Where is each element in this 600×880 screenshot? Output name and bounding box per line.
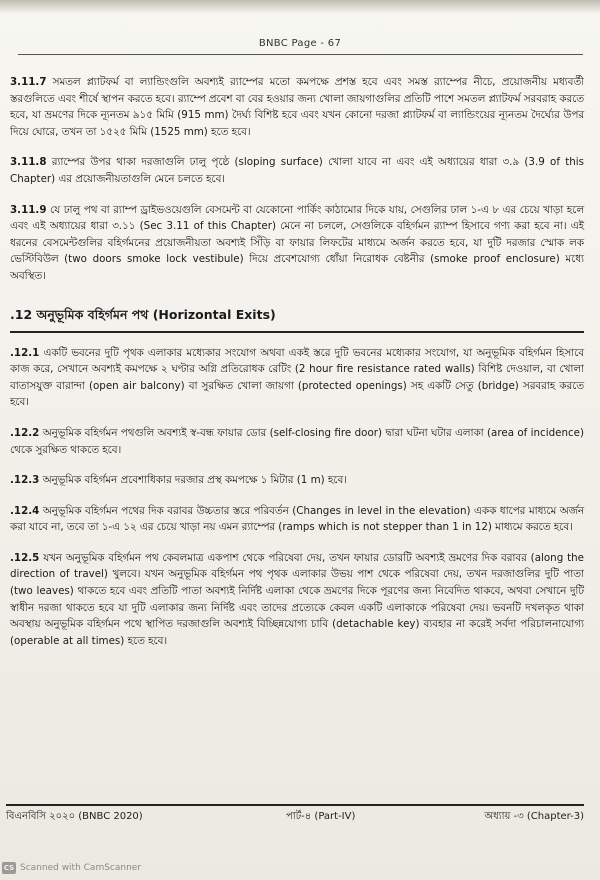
scanner-watermark <box>2 860 141 876</box>
clause-text: অনুভূমিক বহির্গমন পথের দিক বরাবর উচ্চতার স্তরে পরিবর্তন (Changes in level in the elevation) একক ধাপের মাধ্যমে অর্জন করা যাবে না, তবে তা ১-এ ১২ এর চেয়ে খাড়া নয় এমন র‍্যাম্পের (ramps which is not stepper than 1 in 12) মাধ্যমে করতে হবে। <box>10 504 584 534</box>
paragraph-12-3 <box>10 472 584 489</box>
camscanner-logo-icon: CS <box>3 864 15 872</box>
section-title-horizontal-exits: .12 অনুভূমিক বহির্গমন পথ (Horizontal Exits) <box>10 306 276 322</box>
clause-text: অনুভূমিক বহির্গমন পথগুলি অবশ্যই স্ব-বন্ধ ফায়ার ডোর (self-closing fire door) দ্বারা ঘটনা ঘটার এলাকা (area of incidence) থেকে সুরক্ষিত থাকতে হবে। <box>10 426 584 456</box>
clause-number: .12.5 <box>10 551 40 564</box>
page-footer <box>6 809 584 825</box>
paragraph-3-11-7 <box>10 74 584 140</box>
clause-number: .12.3 <box>10 474 40 487</box>
watermark-text: Scanned with CamScanner <box>20 863 142 873</box>
footer-code-label: বিএনবিসি ২০২০ (BNBC 2020) <box>6 811 143 822</box>
paragraph-12-1 <box>10 345 584 411</box>
clause-number: .12.2 <box>10 426 40 439</box>
footer-rule <box>6 804 584 806</box>
page-content <box>10 74 584 663</box>
clause-text: যখন অনুভূমিক বহির্গমন পথ কেবলমাত্র একপাশ থেকে পরিষেবা দেয়, তখন ফায়ার ডোরটি অবশ্যই ভ্রমণের দিক বরাবর (along the direction of travel) খুলবে। যখন অনুভূমিক বহির্গমন পথ পৃথক এলাকার উভয় পাশ থেকে পরিষেবা দেয়, তখন দরজাগুলির দুটি পাতা (two leaves) থাকতে হবে এবং প্রতিটি পাতা অবশ্যই নির্দিষ্ট এলাকা থেকে ভ্রমণের দিকে পূরণের জন্য নিবেদিত থাকবে, অথবা সেখানে দুটি স্বাধীন দরজা থাকতে হবে যা দুটি এলাকার জন্য নির্দিষ্ট এবং তাদের প্রত্যেকে কেবল একটি এলাকাকে পরিষেবা দেয়। ভবনটি দখলকৃত থাকা অবস্থায় অনুভূমিক বহির্গমন পথে স্থাপিত দরজাগুলি অবশ্যই বিচ্ছিন্নযোগ্য চাবি (detachable key) ব্যবহার না করেই সর্বদা পরিচালনাযোগ্য (operable at all times) হতে হবে। <box>10 551 584 647</box>
clause-text: অনুভূমিক বহির্গমন প্রবেশাধিকার দরজার প্রস্থ কমপক্ষে ১ মিটার (1 m) হবে। <box>42 474 347 487</box>
header-rule <box>18 54 583 55</box>
clause-number: 3.11.9 <box>10 203 47 216</box>
paragraph-3-11-9 <box>10 202 584 285</box>
scan-edge-shadow <box>0 0 600 14</box>
footer-chapter-label: অধ্যায় -৩ (Chapter-3) <box>484 811 584 822</box>
paragraph-3-11-8 <box>10 154 584 187</box>
clause-number: .12.4 <box>10 504 40 517</box>
paragraph-12-5 <box>10 550 584 650</box>
paragraph-12-2 <box>10 425 584 458</box>
paragraph-12-4 <box>10 503 584 536</box>
clause-number: 3.11.7 <box>10 76 47 88</box>
clause-number: 3.11.8 <box>10 156 47 169</box>
page-header: BNBC Page - 67 <box>258 38 342 49</box>
clause-text: র‍্যাম্পের উপর থাকা দরজাগুলি ঢালু পৃষ্ঠে (sloping surface) খোলা যাবে না এবং এই অধ্যায়ের ধারা ৩.৯ (3.9 of this Chapter) এর প্রয়োজনীয়তাগুলি মেনে চলতে হবে। <box>10 156 584 185</box>
clause-text: যে ঢালু পথ বা র‍্যাম্প ড্রাইভওয়েগুলি বেসমেন্ট বা যেকোনো পার্কিং কাঠামোর দিকে যায়, সেগুলির ঢাল ১-এ ৮ এর চেয়ে খাড়া হলে এবং এই অধ্যায়ের ধারা ৩.১১ (Sec 3.11 of this Chapter) মেনে না চললে, সেগুলিকে বহির্গমন র‍্যাম্প হিসাবে গণ্য করা হবে না। এই ধরনের বেসমেন্টগুলির বহির্গমনের প্রয়োজনীয়তা অবশ্যই সিঁড়ি বা ফায়ার লিফটের মাধ্যমে অর্জন করতে হবে, যা দুটি দরজার স্মোক লক ভেস্টিবিউল (two doors smoke lock vestibule) দিয়ে প্রবেশযোগ্য ধোঁয়া নিরোধক বেষ্টনীর (smoke proof enclosure) মধ্যে অবস্থিত। <box>10 203 584 282</box>
section-rule <box>10 331 584 333</box>
clause-text: একটি ভবনের দুটি পৃথক এলাকার মধ্যেকার সংযোগ অথবা একই স্তরে দুটি ভবনের মধ্যেকার সংযোগ, যা অনুভূমিক বহির্গমন হিসাবে কাজ করে, সেখানে অবশ্যই কমপক্ষে ২ ঘণ্টার অগ্নি প্রতিরোধক রেটিং (2 hour fire resistance rated walls) বিশিষ্ট দেওয়াল, বা খোলা বাতাসযুক্ত বারান্দা (open air balcony) বা সুরক্ষিত খোলা জায়গা (protected openings) সহ একটি সেতু (bridge) সরবরাহ করতে হবে। <box>10 346 584 409</box>
clause-number: .12.1 <box>10 346 40 359</box>
footer-part-label: পার্ট-৪ (Part-IV) <box>286 811 356 822</box>
clause-text: সমতল প্ল্যাটফর্ম বা ল্যান্ডিংগুলি অবশ্যই র‍্যাম্পের মতো কমপক্ষে প্রশস্ত হবে এবং সমস্ত র‍্যাম্পের নীচে, প্রয়োজনীয় মধ্যবর্তী স্তরগুলিতে এবং শীর্ষে স্থাপন করতে হবে। র‍্যাম্পে প্রবেশ বা বের হওয়ার জন্য খোলা জায়গাগুলির প্রতিটি পাশে সমতল প্ল্যাটফর্ম সরবরাহ করতে হবে, যা ভ্রমণের দিকে ন্যূনতম ৯১৫ মিমি (915 mm) দৈর্ঘ্য বিশিষ্ট হবে এবং যখন কোনো দরজা প্ল্যাটফর্ম বা ল্যান্ডিংয়ের ন্যূনতম দৈর্ঘ্যের উপর দিয়ে ঘোরে, তখন তা ১৫২৫ মিমি (1525 mm) হতে হবে। <box>10 76 584 138</box>
